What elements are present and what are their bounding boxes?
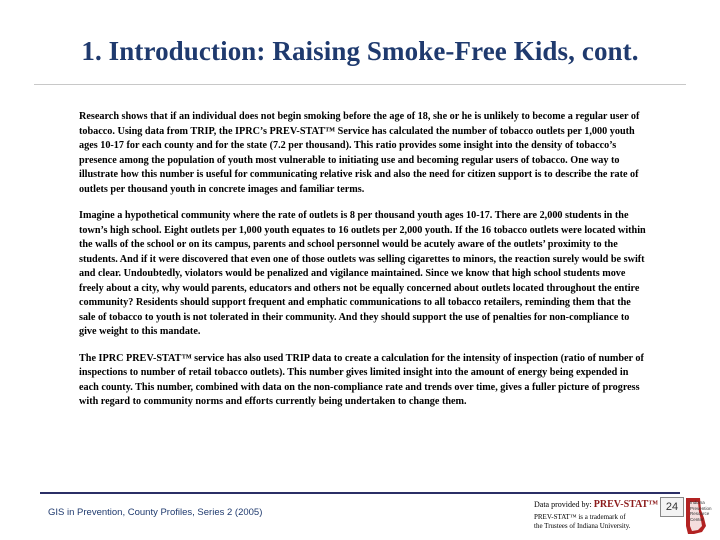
slide-body [79, 110, 649, 422]
title-divider [34, 84, 686, 85]
footer-divider [40, 492, 680, 494]
paragraph-2: Imagine a hypothetical community where the rate of outlets is 8 per thousand youth ages 10-17. There are 2,000 students in the town’s high school. Eight outlets per 1,000 youth equates to 16 outlets per 2,000 youth. If the 16 tobacco outlets were located within the walls of the school or on its campus, parents and school personnel would be acutely aware of the outlets’ proximity to the students. And if it were discovered that even one of those outlets was selling cigarettes to minors, the reaction surely would be swift and clear. Undoubtedly, violators would be penalized and vigilance maintained. Since we know that high school students move freely about a city, why would parents, educators and others not be equally concerned about outlets located throughout the entire community? Residents should support frequent and emphatic communications to all tobacco retailers, reminding them that the sale of tobacco to youth is not tolerated in their community. And they should support the use of penalties for non-compliance to give weight to this mandate. [79, 210, 646, 337]
trademark-note [534, 513, 672, 531]
paragraph-1: Research shows that if an individual does not begin smoking before the age of 18, she or he is unlikely to become a regular user of tobacco. Using data from TRIP, the IPRC’s PREV-STAT™ Service has calculated the number of tobacco outlets per 1,000 youth ages 10-17 for each county and for the state (7.2 per thousand). This ratio provides some insight into the density of tobacco’s presence among the population of youth most vulnerable to initiating use and becoming regular users of tobacco. One way to illustrate how this number is useful for communicating relative risk and also the need for citizen support is to describe the rate of outlets per thousand youth in concrete images and familiar terms. [79, 111, 640, 195]
provider-line [534, 500, 672, 510]
provided-label: Data provided by: [534, 500, 594, 509]
prev-stat-brand: PREV-STAT™ [593, 499, 659, 510]
page-number: 24 [660, 497, 684, 517]
logo-line-3: Resource [690, 511, 710, 517]
slide-title: 1. Introduction: Raising Smoke-Free Kids, cont. [81, 36, 639, 66]
footer-series-text: GIS in Prevention, County Profiles, Series 2 (2005) [48, 507, 263, 518]
logo-line-4: Center [690, 516, 704, 522]
data-provider-credit [534, 500, 672, 531]
logo-caption [690, 500, 712, 522]
paragraph-3: The IPRC PREV-STAT™ service has also used TRIP data to create a calculation for the intensity of inspection (ratio of number of inspections to number of retail tobacco outlets). This number gives limited insight into the amount of energy being expended in each county. This number, combined with data on the non-compliance rate and trends over time, gives a fuller picture of progress with regard to community norms and efforts currently being undertaken to change them. [79, 352, 644, 407]
logo-line-1: Indiana [690, 500, 705, 505]
trademark-line-1: PREV-STAT™ is a trademark of [534, 513, 626, 521]
trademark-line-2: the Trustees of Indiana University. [534, 522, 631, 530]
logo-line-2: Prevention [690, 505, 712, 511]
